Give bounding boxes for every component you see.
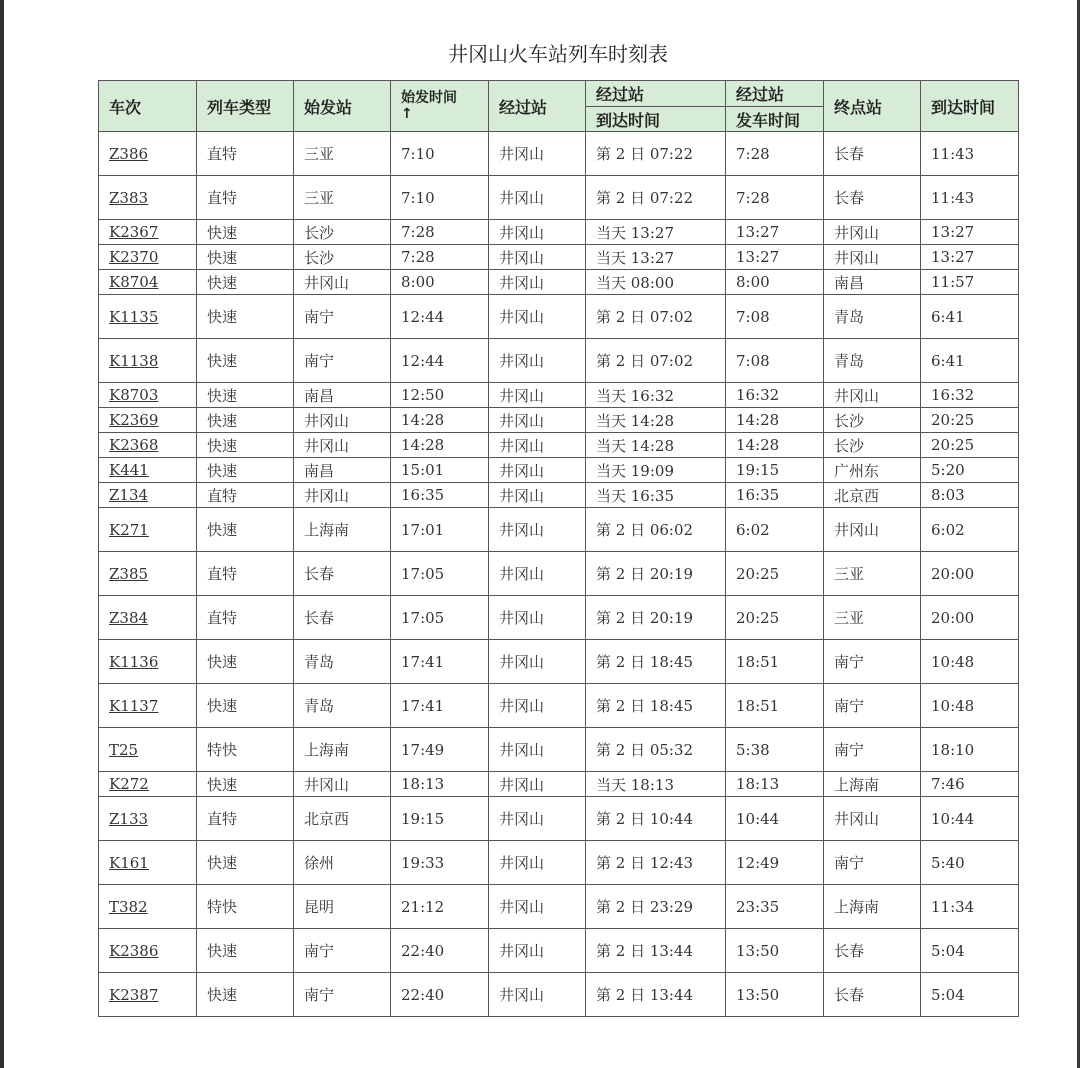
depart-time-cell: 7:28: [391, 245, 489, 270]
table-row: [99, 408, 1019, 433]
via-arrive-cell: 第 2 日 07:02: [586, 339, 726, 383]
via-arrive-cell: 第 2 日 20:19: [586, 552, 726, 596]
train-number-link[interactable]: K161: [109, 853, 149, 872]
via-depart-cell: 14:28: [726, 433, 824, 458]
train-type-cell: 快速: [197, 508, 294, 552]
train-type-cell: 快速: [197, 684, 294, 728]
terminal-cell: 长沙: [824, 433, 921, 458]
train-number-cell: [99, 339, 197, 383]
terminal-cell: 长春: [824, 176, 921, 220]
via-depart-cell: 13:50: [726, 973, 824, 1017]
via-arrive-cell: 第 2 日 13:44: [586, 929, 726, 973]
train-number-link[interactable]: K2369: [109, 411, 159, 429]
via-station-cell: 井冈山: [489, 596, 586, 640]
header-depart-time: [391, 81, 489, 132]
via-arrive-cell: 当天 08:00: [586, 270, 726, 295]
header-train-type: 列车类型: [197, 81, 294, 132]
terminal-cell: 三亚: [824, 552, 921, 596]
via-arrive-cell: 当天 19:09: [586, 458, 726, 483]
train-type-cell: 快速: [197, 270, 294, 295]
via-depart-cell: 20:25: [726, 552, 824, 596]
origin-cell: 井冈山: [294, 270, 391, 295]
header-via-depart: 发车时间: [726, 107, 824, 132]
via-station-cell: 井冈山: [489, 458, 586, 483]
origin-cell: 南宁: [294, 295, 391, 339]
arrive-time-cell: 16:32: [921, 383, 1019, 408]
train-number-cell: [99, 797, 197, 841]
train-number-cell: [99, 929, 197, 973]
train-type-cell: 快速: [197, 383, 294, 408]
terminal-cell: 青岛: [824, 295, 921, 339]
table-row: [99, 684, 1019, 728]
arrive-time-cell: 5:04: [921, 973, 1019, 1017]
table-row: [99, 270, 1019, 295]
train-number-cell: [99, 772, 197, 797]
via-arrive-cell: 第 2 日 18:45: [586, 684, 726, 728]
train-number-link[interactable]: K2368: [109, 436, 159, 454]
header-terminal: 终点站: [824, 81, 921, 132]
via-station-cell: 井冈山: [489, 176, 586, 220]
via-arrive-cell: 当天 16:32: [586, 383, 726, 408]
train-number-cell: [99, 483, 197, 508]
train-number-link[interactable]: Z384: [109, 608, 149, 627]
train-type-cell: 快速: [197, 640, 294, 684]
arrive-time-cell: 11:43: [921, 132, 1019, 176]
arrive-time-cell: 20:00: [921, 552, 1019, 596]
table-row: [99, 885, 1019, 929]
via-depart-cell: 7:08: [726, 339, 824, 383]
train-number-link[interactable]: Z134: [109, 486, 149, 504]
terminal-cell: 井冈山: [824, 220, 921, 245]
depart-time-cell: 18:13: [391, 772, 489, 797]
via-station-cell: 井冈山: [489, 508, 586, 552]
origin-cell: 井冈山: [294, 772, 391, 797]
train-number-cell: [99, 433, 197, 458]
terminal-cell: 南宁: [824, 684, 921, 728]
via-arrive-cell: 第 2 日 07:22: [586, 132, 726, 176]
via-depart-cell: 13:27: [726, 220, 824, 245]
terminal-cell: 长春: [824, 929, 921, 973]
terminal-cell: 北京西: [824, 483, 921, 508]
train-number-link[interactable]: K2386: [109, 941, 159, 960]
origin-cell: 井冈山: [294, 483, 391, 508]
via-depart-cell: 20:25: [726, 596, 824, 640]
depart-time-cell: 7:28: [391, 220, 489, 245]
train-type-cell: 直特: [197, 176, 294, 220]
train-type-cell: 快速: [197, 841, 294, 885]
table-row: [99, 458, 1019, 483]
train-type-cell: 快速: [197, 408, 294, 433]
via-station-cell: 井冈山: [489, 885, 586, 929]
table-row: [99, 508, 1019, 552]
arrive-time-cell: 5:04: [921, 929, 1019, 973]
train-number-link[interactable]: K8703: [109, 386, 159, 404]
via-arrive-cell: 当天 14:28: [586, 433, 726, 458]
arrive-time-cell: 10:48: [921, 684, 1019, 728]
depart-time-cell: 17:01: [391, 508, 489, 552]
depart-time-cell: 17:05: [391, 552, 489, 596]
train-number-link[interactable]: K271: [109, 520, 149, 539]
train-number-cell: [99, 684, 197, 728]
train-number-cell: [99, 885, 197, 929]
origin-cell: 南宁: [294, 929, 391, 973]
table-row: [99, 797, 1019, 841]
train-number-link[interactable]: K1136: [109, 652, 159, 671]
via-depart-cell: 19:15: [726, 458, 824, 483]
arrive-time-cell: 5:40: [921, 841, 1019, 885]
depart-time-cell: 15:01: [391, 458, 489, 483]
via-depart-cell: 18:51: [726, 684, 824, 728]
via-station-cell: 井冈山: [489, 383, 586, 408]
train-type-cell: 直特: [197, 132, 294, 176]
header-via: 经过站: [489, 81, 586, 132]
via-arrive-cell: 第 2 日 12:43: [586, 841, 726, 885]
arrive-time-cell: 20:25: [921, 433, 1019, 458]
via-depart-cell: 10:44: [726, 797, 824, 841]
terminal-cell: 南宁: [824, 841, 921, 885]
header-depart-time-label: 始发时间: [401, 90, 457, 106]
train-number-cell: [99, 841, 197, 885]
via-depart-cell: 7:28: [726, 132, 824, 176]
table-row: [99, 596, 1019, 640]
arrive-time-cell: 11:34: [921, 885, 1019, 929]
terminal-cell: 井冈山: [824, 383, 921, 408]
via-arrive-cell: 当天 16:35: [586, 483, 726, 508]
train-type-cell: 特快: [197, 728, 294, 772]
terminal-cell: 井冈山: [824, 797, 921, 841]
train-type-cell: 快速: [197, 245, 294, 270]
origin-cell: 井冈山: [294, 408, 391, 433]
train-number-cell: [99, 245, 197, 270]
origin-cell: 青岛: [294, 640, 391, 684]
header-via-depart-group: 经过站: [726, 81, 824, 107]
via-station-cell: 井冈山: [489, 132, 586, 176]
origin-cell: 北京西: [294, 797, 391, 841]
via-station-cell: 井冈山: [489, 552, 586, 596]
train-number-link[interactable]: K8704: [109, 273, 159, 291]
terminal-cell: 南宁: [824, 640, 921, 684]
train-type-cell: 直特: [197, 596, 294, 640]
terminal-cell: 广州东: [824, 458, 921, 483]
via-arrive-cell: 第 2 日 18:45: [586, 640, 726, 684]
terminal-cell: 南宁: [824, 728, 921, 772]
train-number-link[interactable]: T25: [109, 740, 139, 759]
via-station-cell: 井冈山: [489, 640, 586, 684]
arrive-time-cell: 18:10: [921, 728, 1019, 772]
via-depart-cell: 18:13: [726, 772, 824, 797]
train-number-link[interactable]: K2367: [109, 223, 159, 241]
table-row: [99, 483, 1019, 508]
via-station-cell: 井冈山: [489, 797, 586, 841]
train-type-cell: 特快: [197, 885, 294, 929]
arrive-time-cell: 13:27: [921, 245, 1019, 270]
terminal-cell: 井冈山: [824, 245, 921, 270]
train-number-link[interactable]: K2387: [109, 985, 159, 1004]
header-arrive-time: 到达时间: [921, 81, 1019, 132]
table-row: [99, 245, 1019, 270]
train-number-cell: [99, 295, 197, 339]
depart-time-cell: 17:41: [391, 684, 489, 728]
arrive-time-cell: 13:27: [921, 220, 1019, 245]
origin-cell: 上海南: [294, 728, 391, 772]
timetable: [98, 80, 1019, 1017]
via-station-cell: 井冈山: [489, 929, 586, 973]
terminal-cell: 上海南: [824, 885, 921, 929]
via-depart-cell: 16:35: [726, 483, 824, 508]
train-type-cell: 快速: [197, 339, 294, 383]
train-number-cell: [99, 220, 197, 245]
train-number-cell: [99, 552, 197, 596]
train-number-cell: [99, 728, 197, 772]
terminal-cell: 长春: [824, 973, 921, 1017]
table-row: [99, 220, 1019, 245]
depart-time-cell: 14:28: [391, 433, 489, 458]
header-via-arrive: 到达时间: [586, 107, 726, 132]
train-number-cell: [99, 458, 197, 483]
train-number-link[interactable]: Z386: [109, 144, 149, 163]
via-depart-cell: 23:35: [726, 885, 824, 929]
header-train-no: 车次: [99, 81, 197, 132]
via-depart-cell: 13:27: [726, 245, 824, 270]
via-arrive-cell: 第 2 日 20:19: [586, 596, 726, 640]
terminal-cell: 长沙: [824, 408, 921, 433]
terminal-cell: 井冈山: [824, 508, 921, 552]
train-number-cell: [99, 270, 197, 295]
via-arrive-cell: 当天 13:27: [586, 220, 726, 245]
via-arrive-cell: 第 2 日 07:02: [586, 295, 726, 339]
depart-time-cell: 22:40: [391, 929, 489, 973]
depart-time-cell: 19:15: [391, 797, 489, 841]
train-type-cell: 快速: [197, 973, 294, 1017]
train-type-cell: 快速: [197, 772, 294, 797]
terminal-cell: 三亚: [824, 596, 921, 640]
depart-time-cell: 21:12: [391, 885, 489, 929]
via-station-cell: 井冈山: [489, 408, 586, 433]
via-depart-cell: 13:50: [726, 929, 824, 973]
page-title: 井冈山火车站列车时刻表: [448, 42, 668, 66]
via-depart-cell: 7:08: [726, 295, 824, 339]
via-arrive-cell: 当天 18:13: [586, 772, 726, 797]
table-row: [99, 132, 1019, 176]
train-number-link[interactable]: K1138: [109, 351, 159, 370]
origin-cell: 长沙: [294, 245, 391, 270]
arrive-time-cell: 20:25: [921, 408, 1019, 433]
train-number-link[interactable]: T382: [109, 897, 148, 916]
train-type-cell: 快速: [197, 929, 294, 973]
via-station-cell: 井冈山: [489, 295, 586, 339]
via-depart-cell: 18:51: [726, 640, 824, 684]
origin-cell: 昆明: [294, 885, 391, 929]
header-origin: 始发站: [294, 81, 391, 132]
depart-time-cell: 8:00: [391, 270, 489, 295]
sort-arrow-icon[interactable]: ↑: [401, 106, 413, 122]
depart-time-cell: 17:49: [391, 728, 489, 772]
via-depart-cell: 16:32: [726, 383, 824, 408]
origin-cell: 上海南: [294, 508, 391, 552]
table-row: [99, 772, 1019, 797]
header-via-arrive-group: 经过站: [586, 81, 726, 107]
train-number-cell: [99, 596, 197, 640]
depart-time-cell: 17:41: [391, 640, 489, 684]
via-depart-cell: 6:02: [726, 508, 824, 552]
arrive-time-cell: 11:43: [921, 176, 1019, 220]
arrive-time-cell: 6:41: [921, 339, 1019, 383]
depart-time-cell: 12:44: [391, 295, 489, 339]
depart-time-cell: 19:33: [391, 841, 489, 885]
arrive-time-cell: 7:46: [921, 772, 1019, 797]
origin-cell: 南宁: [294, 973, 391, 1017]
origin-cell: 长春: [294, 552, 391, 596]
depart-time-cell: 22:40: [391, 973, 489, 1017]
via-depart-cell: 12:49: [726, 841, 824, 885]
table-row: [99, 339, 1019, 383]
via-arrive-cell: 当天 13:27: [586, 245, 726, 270]
train-number-link[interactable]: Z383: [109, 188, 149, 207]
via-arrive-cell: 第 2 日 06:02: [586, 508, 726, 552]
via-depart-cell: 5:38: [726, 728, 824, 772]
train-number-cell: [99, 508, 197, 552]
via-depart-cell: 14:28: [726, 408, 824, 433]
via-station-cell: 井冈山: [489, 483, 586, 508]
via-station-cell: 井冈山: [489, 772, 586, 797]
via-station-cell: 井冈山: [489, 973, 586, 1017]
arrive-time-cell: 5:20: [921, 458, 1019, 483]
origin-cell: 三亚: [294, 176, 391, 220]
train-type-cell: 快速: [197, 458, 294, 483]
arrive-time-cell: 8:03: [921, 483, 1019, 508]
origin-cell: 南宁: [294, 339, 391, 383]
train-type-cell: 快速: [197, 220, 294, 245]
via-station-cell: 井冈山: [489, 841, 586, 885]
train-type-cell: 直特: [197, 483, 294, 508]
table-row: [99, 973, 1019, 1017]
via-arrive-cell: 当天 14:28: [586, 408, 726, 433]
terminal-cell: 上海南: [824, 772, 921, 797]
depart-time-cell: 7:10: [391, 132, 489, 176]
via-arrive-cell: 第 2 日 05:32: [586, 728, 726, 772]
via-station-cell: 井冈山: [489, 270, 586, 295]
arrive-time-cell: 6:02: [921, 508, 1019, 552]
table-row: [99, 728, 1019, 772]
train-number-link[interactable]: K1135: [109, 307, 159, 326]
train-type-cell: 快速: [197, 295, 294, 339]
origin-cell: 三亚: [294, 132, 391, 176]
arrive-time-cell: 20:00: [921, 596, 1019, 640]
via-station-cell: 井冈山: [489, 245, 586, 270]
origin-cell: 长沙: [294, 220, 391, 245]
depart-time-cell: 12:50: [391, 383, 489, 408]
terminal-cell: 长春: [824, 132, 921, 176]
arrive-time-cell: 11:57: [921, 270, 1019, 295]
via-station-cell: 井冈山: [489, 728, 586, 772]
origin-cell: 南昌: [294, 383, 391, 408]
arrive-time-cell: 6:41: [921, 295, 1019, 339]
train-number-cell: [99, 640, 197, 684]
table-row: [99, 929, 1019, 973]
table-row: [99, 383, 1019, 408]
train-number-cell: [99, 408, 197, 433]
train-number-cell: [99, 383, 197, 408]
via-arrive-cell: 第 2 日 13:44: [586, 973, 726, 1017]
table-row: [99, 433, 1019, 458]
origin-cell: 青岛: [294, 684, 391, 728]
via-depart-cell: 8:00: [726, 270, 824, 295]
table-row: [99, 552, 1019, 596]
train-number-link[interactable]: K1137: [109, 696, 159, 715]
depart-time-cell: 17:05: [391, 596, 489, 640]
depart-time-cell: 16:35: [391, 483, 489, 508]
arrive-time-cell: 10:48: [921, 640, 1019, 684]
via-arrive-cell: 第 2 日 07:22: [586, 176, 726, 220]
depart-time-cell: 7:10: [391, 176, 489, 220]
via-arrive-cell: 第 2 日 23:29: [586, 885, 726, 929]
terminal-cell: 南昌: [824, 270, 921, 295]
table-row: [99, 640, 1019, 684]
depart-time-cell: 14:28: [391, 408, 489, 433]
train-number-cell: [99, 176, 197, 220]
train-type-cell: 直特: [197, 552, 294, 596]
depart-time-cell: 12:44: [391, 339, 489, 383]
train-type-cell: 快速: [197, 433, 294, 458]
origin-cell: 徐州: [294, 841, 391, 885]
left-page-edge: [0, 0, 4, 1068]
via-station-cell: 井冈山: [489, 220, 586, 245]
train-number-link[interactable]: Z385: [109, 564, 149, 583]
table-row: [99, 841, 1019, 885]
via-station-cell: 井冈山: [489, 433, 586, 458]
origin-cell: 井冈山: [294, 433, 391, 458]
via-depart-cell: 7:28: [726, 176, 824, 220]
via-arrive-cell: 第 2 日 10:44: [586, 797, 726, 841]
terminal-cell: 青岛: [824, 339, 921, 383]
train-number-link[interactable]: K272: [109, 775, 149, 793]
train-type-cell: 直特: [197, 797, 294, 841]
origin-cell: 南昌: [294, 458, 391, 483]
train-number-cell: [99, 132, 197, 176]
train-number-link[interactable]: K441: [109, 461, 149, 479]
arrive-time-cell: 10:44: [921, 797, 1019, 841]
via-station-cell: 井冈山: [489, 684, 586, 728]
via-station-cell: 井冈山: [489, 339, 586, 383]
train-number-cell: [99, 973, 197, 1017]
table-row: [99, 295, 1019, 339]
train-number-link[interactable]: K2370: [109, 248, 159, 266]
table-row: [99, 176, 1019, 220]
train-number-link[interactable]: Z133: [109, 809, 149, 828]
origin-cell: 长春: [294, 596, 391, 640]
